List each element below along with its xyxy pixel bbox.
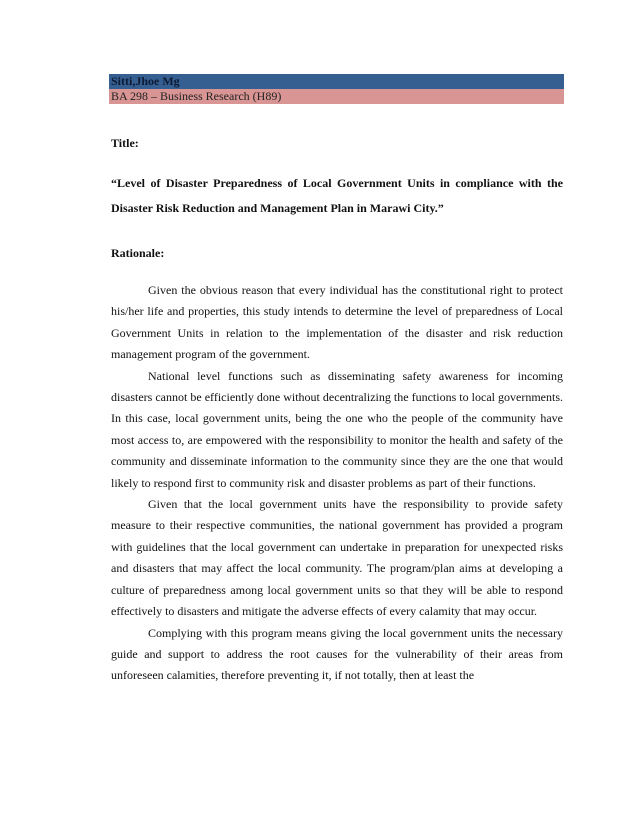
study-title: “Level of Disaster Preparedness of Local Government Units in compliance with the Disaster Risk Reduction and Management Plan in Marawi City.”	[111, 176, 563, 215]
rationale-body	[111, 280, 563, 687]
course-band: BA 298 – Business Research (H89)	[109, 89, 564, 104]
rationale-heading: Rationale:	[111, 246, 165, 260]
title-heading: Title:	[111, 136, 139, 150]
rationale-paragraph-1: Given the obvious reason that every individual has the constitutional right to protect his/her life and properties, this study intends to determine the level of preparedness of Local Government Units in relation to the implementation of the disaster and risk reduction management program of the government.	[111, 283, 563, 362]
rationale-paragraph-3: Given that the local government units have the responsibility to provide safety measure to their respective communities, the national government has provided a program with guidelines that the local government can undertake in preparation for unexpected risks and disasters that may affect the local community. The program/plan aims at developing a culture of preparedness among local government units so that they will be able to respond effectively to disasters and mitigate the adverse effects of every calamity that may occur.	[111, 497, 563, 619]
author-name-band: Sitti,Jhoe Mg	[109, 74, 564, 89]
rationale-paragraph-2: National level functions such as disseminating safety awareness for incoming disasters cannot be efficiently done without decentralizing the functions to local governments. In this case, local government units, being the one who the people of the community have most access to, are empowered with the responsibility to monitor the health and safety of the community and disseminate information to the community since they are the one that would likely to respond first to community risk and disaster problems as part of their functions.	[111, 368, 563, 490]
rationale-paragraph-4: Complying with this program means giving the local government units the necessary guide and support to address the root causes for the vulnerability of their areas from unforeseen calamities, therefore preventing it, if not totally, then at least the	[111, 625, 563, 683]
